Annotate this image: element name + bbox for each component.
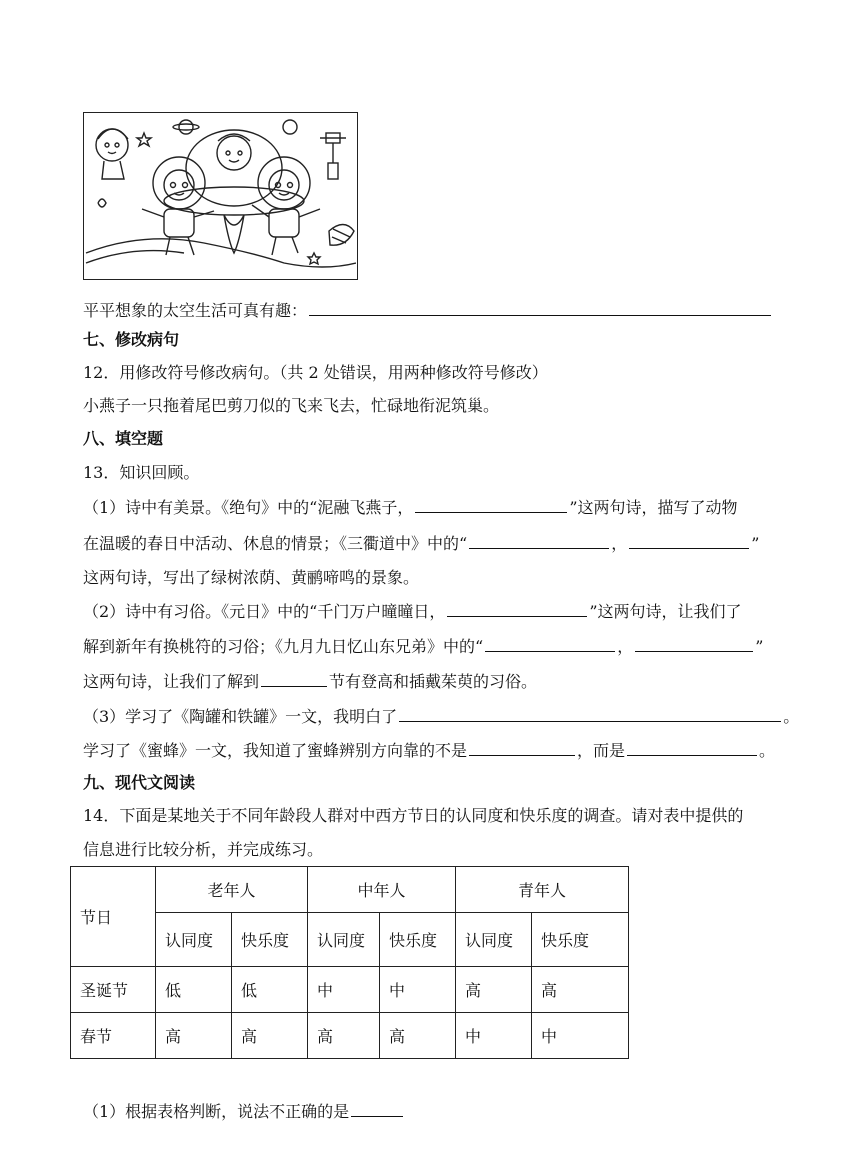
- q14-sub1: （1）根据表格判断，说法不正确的是: [83, 1102, 350, 1121]
- table-group-header: 青年人: [456, 867, 629, 913]
- table-cell: 高: [308, 1013, 380, 1059]
- q13-p2-line3: [83, 668, 537, 694]
- q11-tail-prompt: 平平想象的太空生活可真有趣：: [83, 301, 308, 320]
- q13-p1-c: 在温暖的春日中活动、休息的情景；《三衢道中》中的“: [83, 534, 468, 553]
- q13-p3-end: 。: [783, 707, 800, 726]
- table-subheader: 快乐度: [232, 913, 308, 967]
- q13-p1-line1: [83, 494, 738, 520]
- q13-p2-quote: ”: [755, 637, 764, 656]
- table-cell: 高: [380, 1013, 456, 1059]
- table-subheader: 认同度: [456, 913, 532, 967]
- table-cell-festival: 春节: [71, 1013, 156, 1059]
- q13-p1-line2: [83, 530, 759, 556]
- q13-p2-c: 解到新年有换桃符的习俗；《九月九日忆山东兄弟》中的“: [83, 637, 484, 656]
- section9-title: 九、现代文阅读: [83, 773, 196, 792]
- table-cell: 低: [232, 967, 308, 1013]
- q13-p3-c: ，而是: [577, 741, 626, 760]
- q13-p3-blank1[interactable]: [399, 703, 781, 722]
- table-group-header: 中年人: [308, 867, 456, 913]
- table-subheader: 认同度: [308, 913, 380, 967]
- table-cell: 高: [156, 1013, 232, 1059]
- q13-p2-blank3[interactable]: [635, 633, 753, 652]
- q13-p3-b: 学习了《蜜蜂》一文，我知道了蜜蜂辨别方向靠的不是: [83, 741, 468, 760]
- table-subheader: 快乐度: [380, 913, 456, 967]
- q13-p3-line1: [83, 703, 799, 729]
- table-subheader: 认同度: [156, 913, 232, 967]
- table-cell: 中: [380, 967, 456, 1013]
- q13-p2-d: 这两句诗，让我们了解到: [83, 672, 260, 691]
- table-cell: 高: [232, 1013, 308, 1059]
- q13-p1-b: ”这两句诗，描写了动物: [569, 498, 738, 517]
- q11-tail-line: [83, 297, 773, 323]
- q13-p3-blank3[interactable]: [627, 737, 757, 756]
- q13-p3-d: 。: [759, 741, 776, 760]
- table-cell-festival: 圣诞节: [71, 967, 156, 1013]
- q13-p3-blank2[interactable]: [469, 737, 575, 756]
- table-cell: 中: [532, 1013, 629, 1059]
- table-subheader: 快乐度: [532, 913, 629, 967]
- q13-p3-line2: [83, 737, 775, 763]
- q12-sentence: 小燕子一只拖着尾巴剪刀似的飞来飞去，忙碌地衔泥筑巢。: [83, 396, 500, 415]
- section7-title: 七、修改病句: [83, 330, 180, 349]
- q13-p1-blank2[interactable]: [469, 530, 609, 549]
- q14-text2: 信息进行比较分析，并完成练习。: [83, 840, 324, 859]
- q14-sub1-blank[interactable]: [351, 1098, 403, 1117]
- illustration-drawing: [84, 113, 356, 278]
- table-header-row: [71, 867, 629, 913]
- q13-p2-blank2[interactable]: [485, 633, 615, 652]
- q13-p1-quote: ”: [751, 534, 760, 553]
- table-cell: 中: [456, 1013, 532, 1059]
- survey-table: [70, 866, 629, 1059]
- q14-sub1-line: [83, 1098, 405, 1124]
- q11-answer-blank[interactable]: [309, 297, 771, 316]
- q13-p2-line2: [83, 633, 763, 659]
- q13-p1-d: 这两句诗，写出了绿树浓荫、黄鹂啼鸣的景象。: [83, 568, 420, 587]
- table-group-header: 老年人: [156, 867, 308, 913]
- table-row: [71, 1013, 629, 1059]
- q13-p1-comma: ，: [611, 534, 628, 553]
- q13-p1-blank3[interactable]: [629, 530, 749, 549]
- q13-p2-line1: [83, 598, 742, 624]
- table-row-header: 节日: [71, 867, 156, 967]
- q13-p1-blank1[interactable]: [415, 494, 567, 513]
- q13-p2-e: 节有登高和插戴茱萸的习俗。: [329, 672, 538, 691]
- q13-p1-a: （1）诗中有美景。《绝句》中的“泥融飞燕子，: [83, 498, 414, 517]
- q13-p2-comma: ，: [617, 637, 634, 656]
- table-cell: 低: [156, 967, 232, 1013]
- table-cell: 中: [308, 967, 380, 1013]
- section8-title: 八、填空题: [83, 429, 164, 448]
- table-row: [71, 967, 629, 1013]
- q13-text: 13．知识回顾。: [83, 463, 200, 482]
- q12-text: 12．用修改符号修改病句。（共 2 处错误，用两种修改符号修改）: [83, 363, 548, 382]
- q14-text1: 14．下面是某地关于不同年龄段人群对中西方节日的认同度和快乐度的调查。请对表中提供的: [83, 806, 744, 825]
- q13-p2-b: ”这两句诗，让我们了: [589, 602, 742, 621]
- q13-p2-a: （2）诗中有习俗。《元日》中的“千门万户曈曈日，: [83, 602, 446, 621]
- astronaut-kids-illustration: [83, 112, 358, 280]
- q13-p2-blank1[interactable]: [447, 598, 587, 617]
- q13-p3-a: （3）学习了《陶罐和铁罐》一文，我明白了: [83, 707, 398, 726]
- q13-p2-blank4[interactable]: [261, 668, 327, 687]
- table-cell: 高: [456, 967, 532, 1013]
- table-cell: 高: [532, 967, 629, 1013]
